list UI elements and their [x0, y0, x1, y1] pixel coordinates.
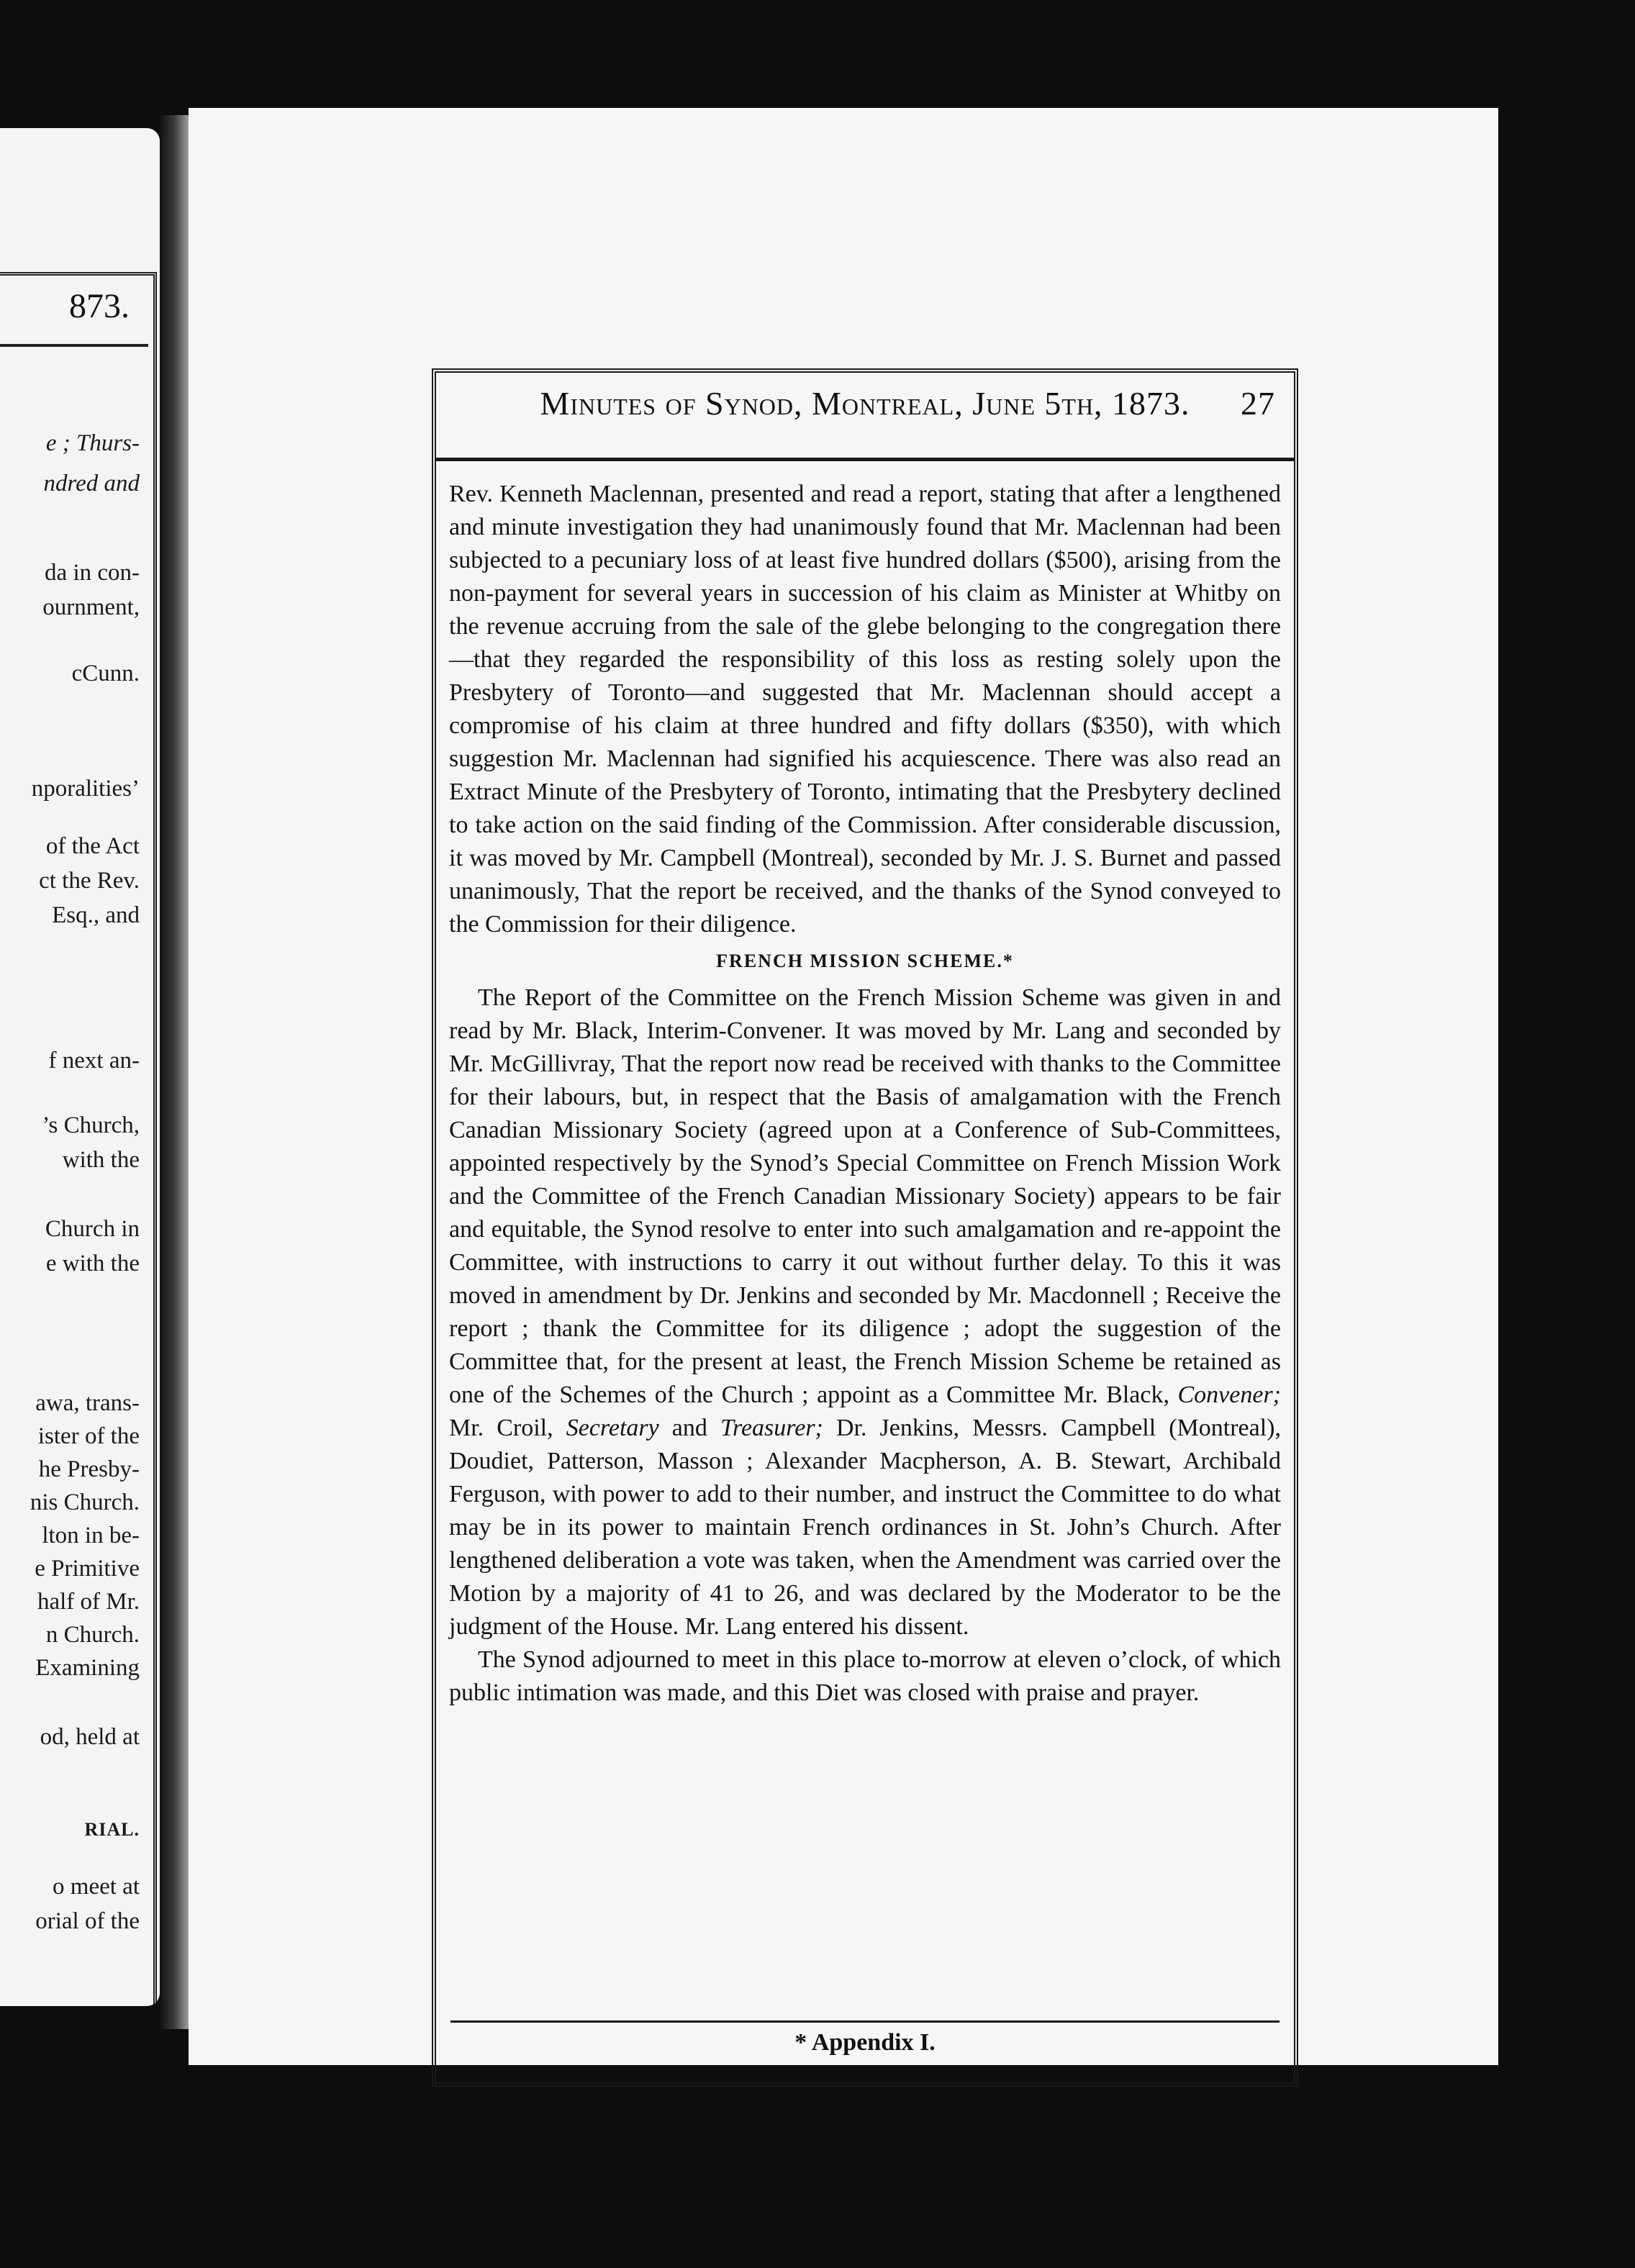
left-page-line: ournment, — [42, 594, 140, 620]
left-page-line: e with the — [45, 1251, 140, 1276]
left-page-line: e Primitive — [35, 1556, 140, 1582]
running-head-title: Minutes of Synod, Montreal, June 5th, 1873. — [540, 385, 1190, 422]
left-page-line: n Church. — [45, 1622, 140, 1648]
paragraph-commission-report: Rev. Kenneth Maclennan, presented and read a report, stating that after a lengthened and minute investigation they had unanimously found that Mr. Maclennan had been subjected to a pecuniary loss of at least five hundred dollars ($500), arising from the non-payment for several years in succession of his claim as Minister at Whitby on the revenue accruing from the sale of the glebe belonging to the congregation there—that they regarded the responsibility of this loss as resting solely upon the Presbytery of Toronto—and suggested that Mr. Maclennan should accept a compromise of his claim at three hundred and fifty dollars ($350), with which suggestion Mr. Maclennan had signified his acquiescence. There was also read an Extract Minute of the Presbytery of Toronto, intimating that the Presbytery declined to take action on the said finding of the Commission. After considerable discussion, it was moved by Mr. Campbell (Montreal), seconded by Mr. J. S. Burnet and passed unanimously, That the report be received, and the thanks of the Synod conveyed to the Commission for their diligence. — [449, 481, 1281, 938]
left-page-line: half of Mr. — [37, 1589, 140, 1615]
left-page-rule — [0, 344, 148, 347]
footnote-rule — [450, 2020, 1280, 2023]
body-text — [449, 478, 1281, 1710]
italic-convener: Convener; — [1177, 1382, 1282, 1408]
left-page-folio: 873. — [69, 287, 130, 325]
left-page-line: awa, trans- — [35, 1390, 140, 1416]
paragraph-text: Dr. Jenkins, Messrs. Campbell (Montreal), Doudiet, Patterson, Masson ; Alexander Macpherson, A. B. Stewart, Archibald Ferguson, with power to add to their number, and instruct the Committee to do what may be in its power to maintain French ordinances in St. John’s Church. After lengthened deliberation a vote was taken, when the Amendment was carried over the Motion by a majority of 41 to 26, and was declared by the Moderator to be the judgment of the House. Mr. Lang entered his dissent. — [449, 1415, 1282, 1640]
footnote: * Appendix I. — [794, 2029, 936, 2056]
left-page-line: od, held at — [40, 1724, 140, 1750]
left-page-line: lton in be- — [42, 1523, 140, 1548]
paragraph-adjournment: The Synod adjourned to meet in this place to-morrow at eleven o’clock, of which public intimation was made, and this Diet was closed with praise and prayer. — [449, 1646, 1281, 1706]
left-page-line: nis Church. — [30, 1489, 140, 1515]
left-page-line: ister of the — [37, 1423, 140, 1449]
running-head — [436, 384, 1294, 442]
left-page-line: nporalities’ — [31, 776, 140, 802]
left-page-line: Esq., and — [52, 902, 140, 928]
left-page — [0, 128, 160, 2006]
right-page — [189, 108, 1498, 2065]
left-page-line: e ; Thurs- — [45, 430, 140, 456]
left-page-line: ndred and — [43, 471, 140, 496]
page-frame — [432, 368, 1298, 2087]
left-page-line: of the Act — [45, 833, 140, 859]
paragraph-text: The Report of the Committee on the French Mission Scheme was given in and read by Mr. Black, Interim-Convener. It was moved by Mr. Lang and seconded by Mr. McGillivray, That the report now read be received with thanks to the Committee for their labours, but, in respect that the Basis of amalgamation with the French Canadian Missionary Society (agreed upon at a Conference of Sub-Committees, appointed respectively by the Synod’s Special Committee on French Mission Work and the Committee of the French Canadian Missionary Society) appears to be fair and equitable, the Synod resolve to enter into such amalgamation and re-appoint the Committee, with instructions to carry it out without further delay. To this it was moved in amendment by Dr. Jenkins and seconded by Mr. Macdonnell ; Receive the report ; thank the Committee for its diligence ; adopt the suggestion of the Committee that, for the present at least, the French Mission Scheme be retained as one of the Schemes of the Church ; appoint as a Committee Mr. Black, — [449, 984, 1281, 1408]
left-page-line: da in con- — [45, 560, 140, 586]
paragraph-french-mission — [449, 981, 1281, 1643]
page-number: 27 — [1241, 385, 1275, 422]
left-page-line: he Presby- — [38, 1456, 140, 1482]
left-page-line: Church in — [45, 1216, 140, 1242]
left-page-line: o meet at — [53, 1874, 140, 1900]
paragraph-text: Mr. Croil, — [449, 1415, 553, 1441]
left-page-line: ’s Church, — [42, 1112, 140, 1138]
left-page-line: orial of the — [35, 1908, 140, 1934]
left-page-line: f next an- — [48, 1048, 140, 1074]
italic-secretary: Secretary — [566, 1415, 659, 1441]
section-heading: FRENCH MISSION SCHEME.* — [716, 951, 1014, 971]
left-page-line: with the — [62, 1147, 140, 1173]
paragraph-text: and — [671, 1415, 707, 1441]
left-page-line: Examining — [35, 1655, 140, 1681]
left-page-line: cCunn. — [71, 661, 140, 686]
left-page-line: RIAL. — [84, 1819, 140, 1840]
italic-treasurer: Treasurer; — [720, 1415, 823, 1441]
left-page-line: ct the Rev. — [39, 868, 140, 894]
head-rule — [436, 458, 1294, 461]
